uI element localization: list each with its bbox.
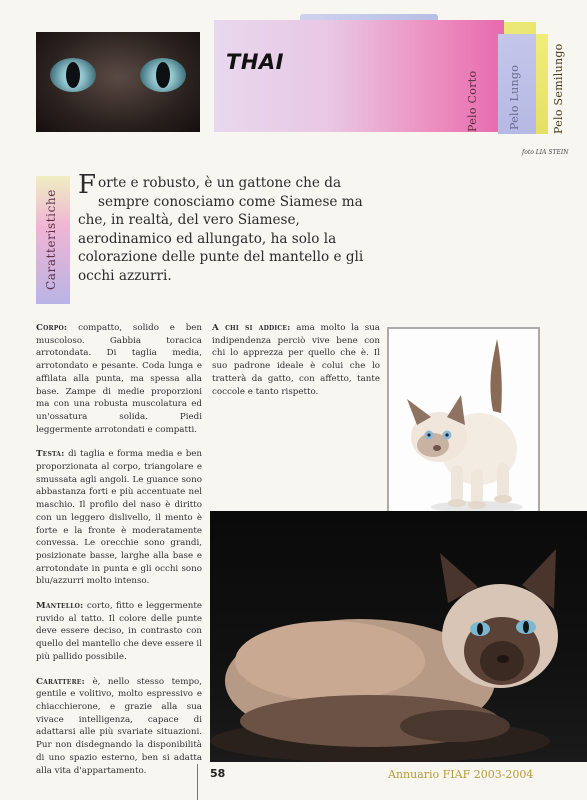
tab-pelo-semilungo: Pelo Semilungo: [552, 43, 565, 134]
right-column: [212, 322, 380, 410]
header-band-semilungo: [536, 34, 548, 134]
intro-paragraph: [78, 170, 388, 285]
addice-text: ama molto la sua indipendenza perciò vive bene con chi lo apprezza per quello che è. Il suo padrone ideale è colui che lo tratterà da gatto, con affetto, tante coccole e tanto rispetto.: [212, 323, 380, 397]
intro-dropcap: F: [78, 170, 97, 200]
carattere-text: è, nello stesso tempo, gentile e volitivo, molto espressivo e chiacchierone, e grazie alla sua vivace intelligenza, capace di adattarsi alle più svariate situazioni. Pur non disdegnando la disponibilità di uno spazio esterno, ben si adatta alla vita d'appartamento.: [36, 676, 202, 776]
tab-pelo-lungo: Pelo Lungo: [508, 64, 521, 130]
page-number: 58: [210, 767, 226, 780]
carattere-paragraph: [36, 676, 202, 778]
photo-credit: foto LIA STEIN: [522, 149, 569, 156]
right-eye: [140, 58, 186, 92]
header-band-main: [214, 20, 504, 132]
testa-paragraph: [36, 448, 202, 588]
corpo-heading: Corpo:: [36, 323, 68, 333]
tab-pelo-corto: Pelo Corto: [466, 70, 479, 132]
intro-text: orte e robusto, è un gattone che da sempre conosciamo come Siamese ma che, in realtà, del vero Siamese, aerodinamico ed allungato, ha solo la colorazione delle punte del mantello e gli occhi azzurri.: [78, 175, 364, 284]
addice-paragraph: [212, 322, 380, 398]
left-column: [36, 322, 202, 789]
testa-heading: Testa:: [36, 449, 65, 460]
corpo-text: compatto, solido e ben muscoloso. Gabbia toracica arrotondata. Di taglia media, arrotondato e pesante. Coda lunga e affilata alla punta, ma spessa alla base. Zampe di medie proporzioni ma con una robusta muscolatura ed un'ossatura solida. Piedi leggermente arrotondati e compatti.: [36, 323, 202, 435]
cat-eyes-photo: [36, 32, 200, 132]
section-label: Caratteristiche: [44, 189, 58, 291]
addice-heading: A chi si addice:: [212, 323, 291, 333]
adult-cat-photo: [210, 511, 587, 762]
mantello-heading: Mantello:: [36, 601, 84, 612]
corpo-paragraph: [36, 322, 202, 436]
footer-rule: [197, 764, 198, 800]
testa-text: di taglia e forma media e ben proporzionata al corpo, triangolare e smussata agli angoli. Le guance sono abbastanza forti e più accentuate nel maschio. Il profilo del naso è diritto con un leggero dislivello, il mento è forte e la fronte è moderatamente convessa. Le orecchie sono grandi, posizionate basse, larghe alla base e arrotondate in punta e gli occhi sono blu/azzurri molto intenso.: [36, 449, 202, 587]
kitten-photo: [387, 327, 540, 523]
kitten-illustration: [389, 329, 538, 521]
annual-title: Annuario FIAF 2003-2004: [388, 768, 534, 781]
breed-title: THAI: [226, 50, 284, 74]
cat-illustration: [210, 511, 587, 762]
mantello-paragraph: [36, 600, 202, 664]
left-eye: [50, 58, 96, 92]
mantello-text: corto, fitto e leggermente ruvido al tatto. Il colore delle punte deve essere deciso, in contrasto con quello del mantello che deve essere il più pallido possibile.: [36, 601, 202, 662]
carattere-heading: Carattere:: [36, 676, 85, 687]
